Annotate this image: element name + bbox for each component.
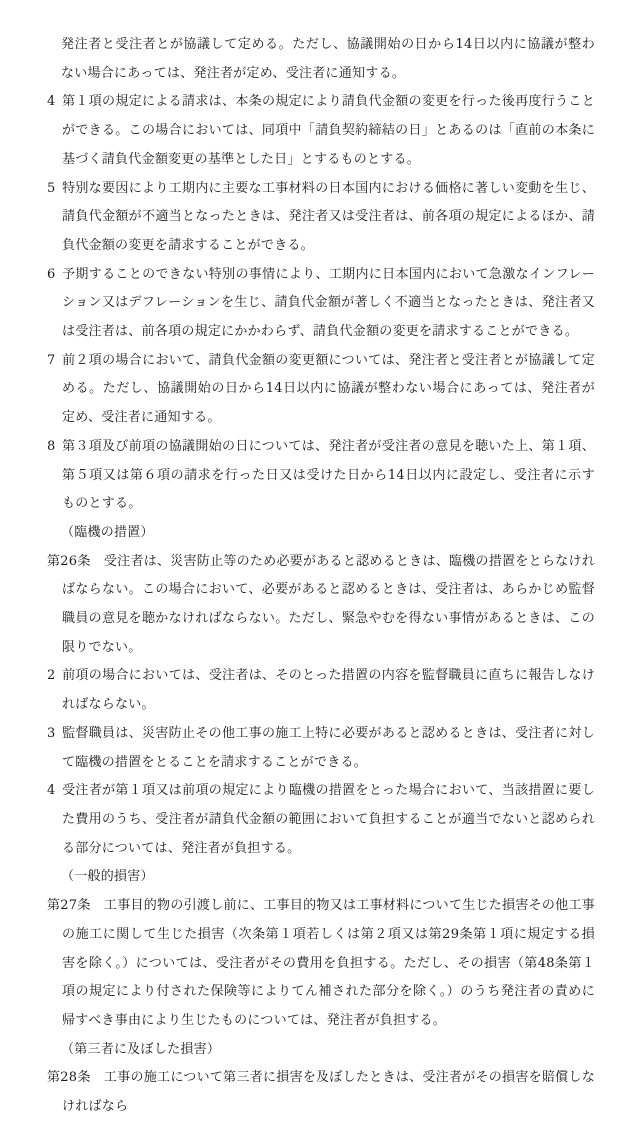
paragraph-continuation: 発注者と受注者とが協議して定める。ただし、協議開始の日から14日以内に協議が整わない場合にあっては、発注者が定め、受注者に通知する。 [61,37,595,81]
article-28: 第28条 工事の施工について第三者に損害を及ぼしたときは、受注者がその損害を賠償しなければなら [47,1070,595,1115]
article-27: 第27条 工事目的物の引渡し前に、工事目的物又は工事材料について生じた損害その他工事の施工に関して生じた損害（次条第１項若しくは第２項又は第29条第１項に規定する損害を除く。）については、受注者がその費用を負担する。ただし、その損害（第48条第１項の規定により付された保険等によりてん補された部分を除く。）のうち発注者の責めに帰すべき事由により生じたものについては、発注者が負担する。 [47,898,595,1028]
clause-number: 3 [47,725,56,741]
clause-text: 予期することのできない特別の事情により、工期内に日本国内において急激なインフレーション又はデフレーションを生じ、請負代金額が著しく不適当となったときは、発注者又は受注者は、前各項の規定にかかわらず、請負代金額の変更を請求することができる。 [62,266,595,340]
article-26-clause-3 [47,720,595,777]
article-heading-ippanteki-songai: （一般的損害） [61,869,154,885]
clause-number: 6 [47,266,56,282]
clause-text: 受注者が第１項又は前項の規定により臨機の措置をとった場合において、当該措置に要した費用のうち、受注者が請負代金額の範囲において負担することが適当でないと認められる部分については、発注者が負担する。 [62,783,595,856]
numbered-clause-8 [47,433,595,519]
clause-number: 4 [47,783,56,799]
clause-text: 第１項の規定による請求は、本条の規定により請負代金額の変更を行った後再度行うことができる。この場合においては、同項中「請負契約締結の日」とあるのは「直前の本条に基づく請負代金額変更の基準とした日」とするものとする。 [62,94,595,167]
numbered-clause-7 [47,347,595,433]
article-26: 第26条 受注者は、災害防止等のため必要があると認めるときは、臨機の措置をとらなければならない。この場合において、必要があると認めるときは、受注者は、あらかじめ監督職員の意見を聴かなければならない。ただし、緊急やむを得ない事情があるときは、この限りでない。 [47,553,595,655]
article-heading-rinki-no-sochi: （臨機の措置） [61,524,154,540]
clause-text: 特別な要因により工期内に主要な工事材料の日本国内における価格に著しい変動を生じ、請負代金額が不適当となったときは、発注者又は受注者は、前各項の規定によるほか、請負代金額の変更を請求することができる。 [62,180,595,253]
numbered-clause-5 [47,175,595,261]
article-26-clause-4 [47,777,595,863]
clause-number: 8 [47,438,56,454]
numbered-clause-4 [47,88,595,174]
clause-text: 前項の場合においては、受注者は、そのとった措置の内容を監督職員に直ちに報告しなければならない。 [62,668,595,713]
article-26-clause-2 [47,662,595,719]
clause-text: 前２項の場合において、請負代金額の変更額については、発注者と受注者とが協議して定める。ただし、協議開始の日から14日以内に協議が整わない場合にあっては、発注者が定め、受注者に通知する。 [62,352,595,426]
clause-text: 第３項及び前項の協議開始の日については、発注者が受注者の意見を聴いた上、第１項、第５項又は第６項の請求を行った日又は受けた日から14日以内に設定し、受注者に示すものとする。 [62,438,595,512]
clause-number: 5 [47,180,56,196]
article-heading-daisansha-ni-oyoboshita-songai: （第三者に及ぼした損害） [61,1041,221,1057]
clause-number: 4 [47,94,56,110]
clause-number: 2 [47,668,56,684]
clause-text: 監督職員は、災害防止その他工事の施工上特に必要があると認めるときは、受注者に対して臨機の措置をとることを請求することができる。 [62,725,595,770]
document-text-column [47,31,595,1122]
numbered-clause-6 [47,261,595,347]
clause-number: 7 [47,352,56,368]
